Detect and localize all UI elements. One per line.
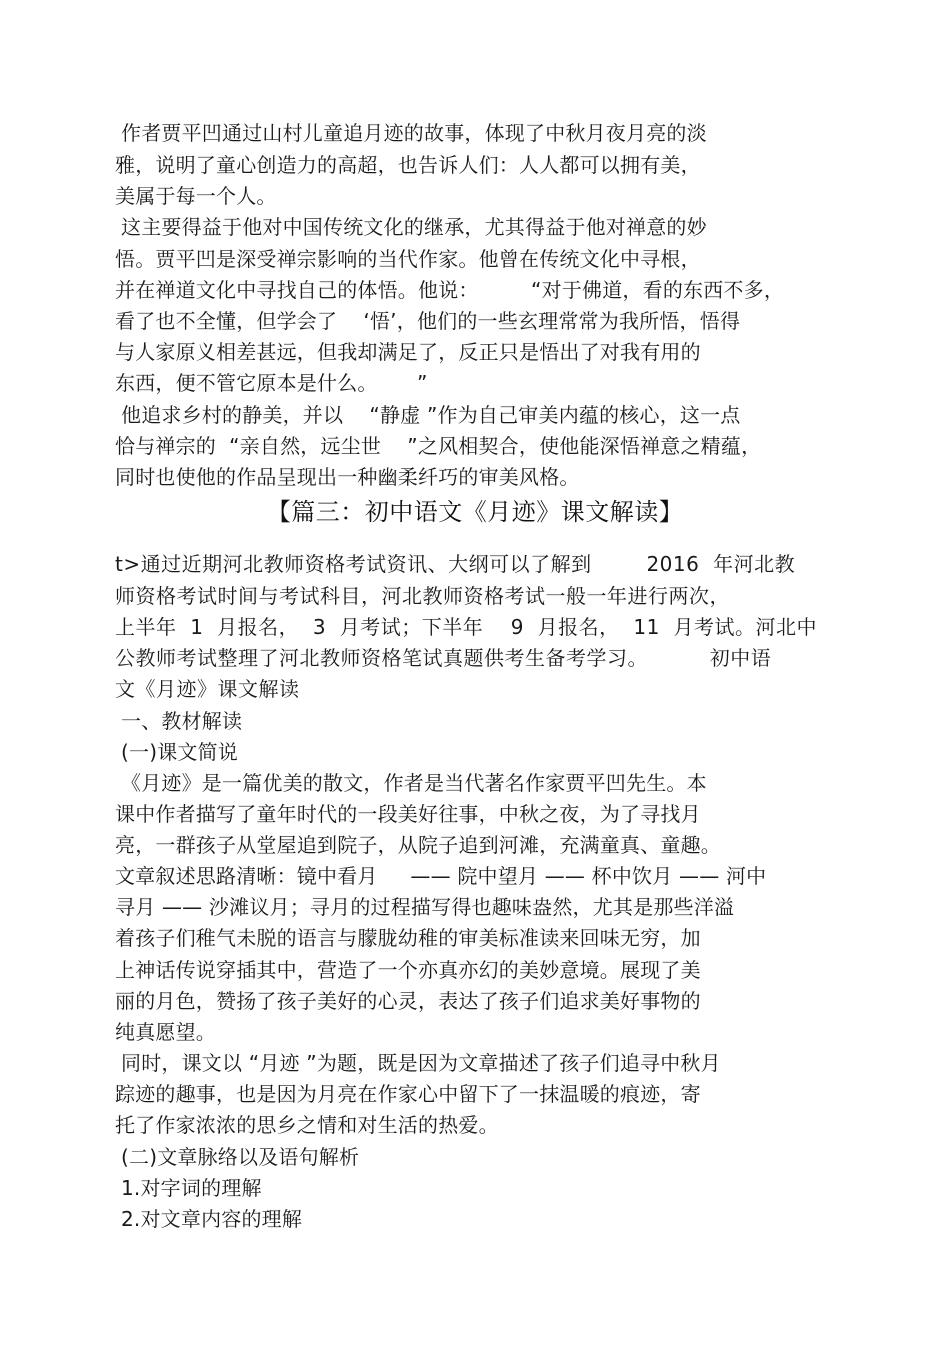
- paragraph-line: 师资格考试时间与考试科目，河北教师资格考试一般一年进行两次，: [115, 584, 730, 608]
- subheading: (二)文章脉络以及语句解析: [121, 1145, 360, 1169]
- paragraph-line: 作者贾平凹通过山村儿童追月迹的故事，体现了中秋月夜月亮的淡: [121, 121, 707, 145]
- paragraph-line: 寻月 —— 沙滩议月；寻月的过程描写得也趣味盎然，尤其是那些洋溢: [115, 895, 735, 919]
- paragraph-line: 托了作家浓浓的思乡之情和对生活的热爱。: [115, 1113, 499, 1137]
- paragraph-line: 亮，一群孩子从堂屋追到院子，从院子追到河滩，充满童真、童趣。: [115, 833, 721, 857]
- paragraph-line: 文《月迹》课文解读: [115, 677, 300, 701]
- paragraph-line: 同时也使他的作品呈现出一种幽柔纤巧的审美风格。: [115, 465, 580, 489]
- subheading: 一、教材解读: [121, 709, 243, 733]
- paragraph-line: 纯真愿望。: [115, 1020, 216, 1044]
- paragraph-line: 丽的月色，赞扬了孩子美好的心灵，表达了孩子们追求美好事物的: [115, 989, 701, 1013]
- paragraph-line: 公教师考试整理了河北教师资格笔试真题供考生备考学习。 初中语: [115, 646, 772, 670]
- paragraph-line: 着孩子们稚气未脱的语言与朦胧幼稚的审美标准读来回味无穷，加: [115, 926, 701, 950]
- subheading: (一)课文简说: [121, 740, 239, 764]
- paragraph-line: 这主要得益于他对中国传统文化的继承，尤其得益于他对禅意的妙: [121, 215, 707, 239]
- paragraph-line: 并在禅道文化中寻找自己的体悟。他说： “对于佛道，看的东西不多，: [115, 278, 785, 302]
- list-item: 1.对字词的理解: [121, 1176, 262, 1200]
- paragraph-line: 课中作者描写了童年时代的一段美好往事，中秋之夜，为了寻找月: [115, 802, 701, 826]
- list-item: 2.对文章内容的理解: [121, 1207, 303, 1231]
- paragraph-line: 恰与禅宗的 “亲自然，远尘世 ”之风相契合，使他能深悟禅意之精蕴，: [115, 434, 762, 458]
- paragraph-line: 踪迹的趣事，也是因为月亮在作家心中留下了一抹温暖的痕迹，寄: [115, 1082, 701, 1106]
- paragraph-line: 文章叙述思路清晰：镜中看月 —— 院中望月 —— 杯中饮月 —— 河中: [115, 864, 767, 888]
- paragraph-line: 看了也不全懂，但学会了 ‘悟’，他们的一些玄理常常为我所悟，悟得: [115, 309, 741, 333]
- paragraph-line: 美属于每一个人。: [115, 184, 277, 208]
- paragraph-line: 同时，课文以 “月迹 ”为题，既是因为文章描述了孩子们追寻中秋月: [121, 1051, 721, 1075]
- paragraph-line: 他追求乡村的静美，并以 “静虚 ”作为自己审美内蕴的核心，这一点: [121, 403, 741, 427]
- paragraph-line: t>通过近期河北教师资格考试资讯、大纲可以了解到 2016 年河北教: [115, 552, 796, 576]
- paragraph-line: 上半年 1 月报名， 3 月考试；下半年 9 月报名， 11 月考试。河北中: [115, 615, 818, 639]
- paragraph-line: 《月迹》是一篇优美的散文，作者是当代著名作家贾平凹先生。本: [121, 771, 707, 795]
- section-heading: 【篇三：初中语文《月迹》课文解读】: [266, 498, 684, 526]
- paragraph-line: 东西，便不管它原本是什么。 ”: [115, 371, 428, 395]
- paragraph-line: 雅，说明了童心创造力的高超，也告诉人们：人人都可以拥有美，: [115, 153, 701, 177]
- paragraph-line: 悟。贾平凹是深受禅宗影响的当代作家。他曾在传统文化中寻根，: [115, 247, 701, 271]
- paragraph-line: 与人家原义相差甚远，但我却满足了，反正只是悟出了对我有用的: [115, 340, 701, 364]
- paragraph-line: 上神话传说穿插其中，营造了一个亦真亦幻的美妙意境。展现了美: [115, 958, 701, 982]
